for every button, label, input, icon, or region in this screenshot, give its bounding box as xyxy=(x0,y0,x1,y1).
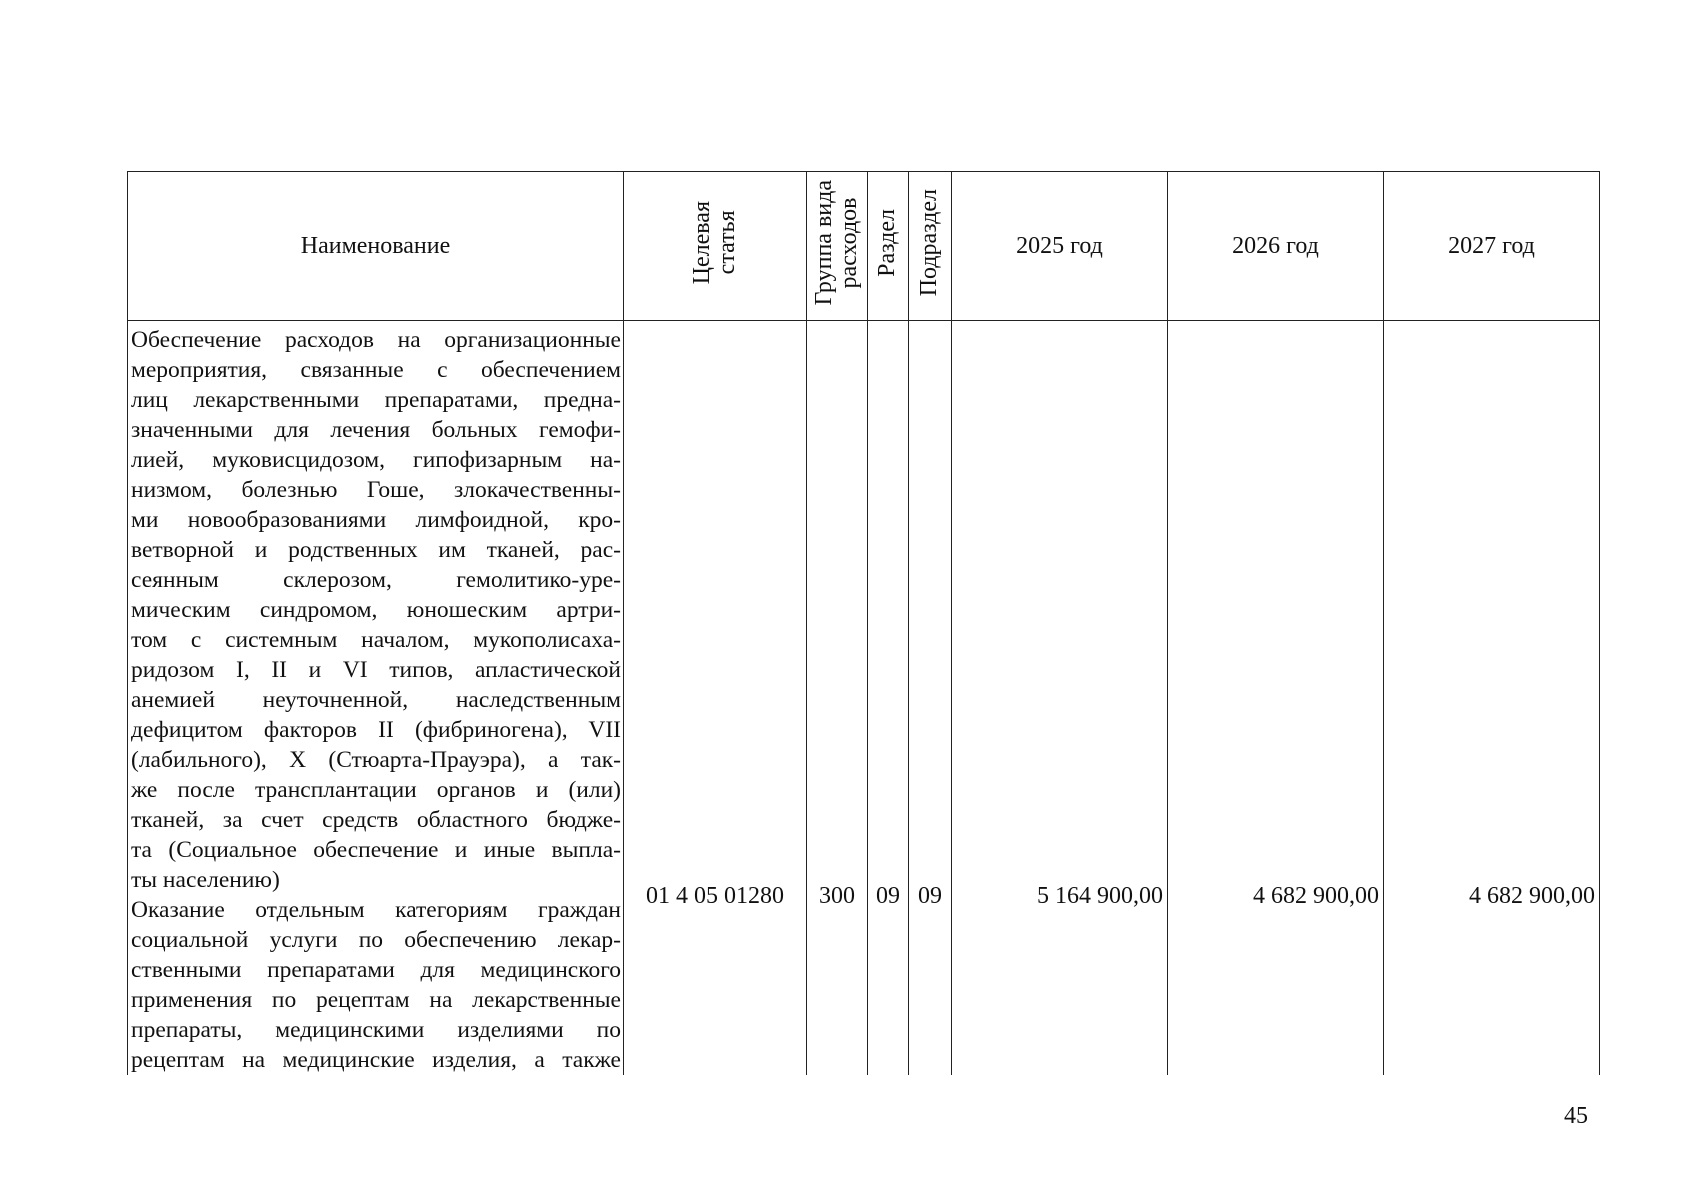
row-name-line: тканей, за счет средств областного бюдже- xyxy=(131,807,621,833)
header-target-article xyxy=(624,172,807,321)
row-2027-value: 4 682 900,00 xyxy=(1469,883,1595,909)
header-target-article-label: Целевая статья xyxy=(688,200,740,285)
row-name-line: Оказание отдельным категориям граждан xyxy=(131,897,621,923)
header-2027: 2027 год xyxy=(1384,172,1600,321)
row-name-line: Обеспечение расходов на организационные xyxy=(131,327,621,353)
header-expense-group xyxy=(807,172,868,321)
row-name-line: лией, муковисцидозом, гипофизарным на- xyxy=(131,447,621,473)
header-row xyxy=(128,172,1600,321)
header-2025: 2025 год xyxy=(952,172,1168,321)
row-name-line: дефицитом факторов II (фибриногена), VII xyxy=(131,717,621,743)
row-name xyxy=(128,321,624,1076)
table-row xyxy=(128,321,1600,1076)
row-subsection xyxy=(909,321,952,1076)
row-name-line: ридозом I, II и VI типов, апластической xyxy=(131,657,621,683)
row-name-line: ты населению) xyxy=(131,867,280,893)
row-2027 xyxy=(1384,321,1600,1076)
row-target-article xyxy=(624,321,807,1076)
row-subsection-value: 09 xyxy=(918,883,942,909)
row-name-line: та (Социальное обеспечение и иные выпла- xyxy=(131,837,621,863)
row-name-line: низмом, болезнью Гоше, злокачественны- xyxy=(131,477,621,503)
row-name-line: лиц лекарственными препаратами, предна- xyxy=(131,387,621,413)
row-expense-group-value: 300 xyxy=(819,883,855,909)
row-2025 xyxy=(952,321,1168,1076)
row-name-line: том с системным началом, мукополисаха- xyxy=(131,627,621,653)
row-name-text xyxy=(131,325,621,1075)
row-name-line: рецептам на медицинские изделия, а также xyxy=(131,1047,621,1073)
row-name-line: мероприятия, связанные с обеспечением xyxy=(131,357,621,383)
header-2026: 2026 год xyxy=(1168,172,1384,321)
row-name-line: ственными препаратами для медицинского xyxy=(131,957,621,983)
row-name-line: (лабильного), X (Стюарта-Прауэра), а так- xyxy=(131,747,621,773)
row-name-line: препараты, медицинскими изделиями по xyxy=(131,1017,621,1043)
row-name-line: значенными для лечения больных гемофи- xyxy=(131,417,621,443)
page-number: 45 xyxy=(1564,1103,1588,1129)
row-2026-value: 4 682 900,00 xyxy=(1253,883,1379,909)
header-section-label: Раздел xyxy=(874,208,901,277)
row-name-line: социальной услуги по обеспечению лекар- xyxy=(131,927,621,953)
header-subsection xyxy=(909,172,952,321)
row-name-line: сеянным склерозом, гемолитико-уре- xyxy=(131,567,621,593)
header-section xyxy=(868,172,909,321)
header-expense-group-label: Группа вида расходов xyxy=(810,179,862,306)
row-name-line: применения по рецептам на лекарственные xyxy=(131,987,621,1013)
row-section xyxy=(868,321,909,1076)
row-section-value: 09 xyxy=(876,883,900,909)
header-subsection-label: Подраздел xyxy=(916,188,943,297)
row-2026 xyxy=(1168,321,1384,1076)
row-name-line: анемией неуточненной, наследственным xyxy=(131,687,621,713)
budget-table xyxy=(127,171,1600,1075)
row-expense-group xyxy=(807,321,868,1076)
row-name-line: мическим синдромом, юношеским артри- xyxy=(131,597,621,623)
row-target-article-value: 01 4 05 01280 xyxy=(646,883,784,909)
header-name: Наименование xyxy=(128,172,624,321)
row-name-line: ми новообразованиями лимфоидной, кро- xyxy=(131,507,621,533)
row-name-line: ветворной и родственных им тканей, рас- xyxy=(131,537,621,563)
row-2025-value: 5 164 900,00 xyxy=(1037,883,1163,909)
row-name-line: же после трансплантации органов и (или) xyxy=(131,777,621,803)
